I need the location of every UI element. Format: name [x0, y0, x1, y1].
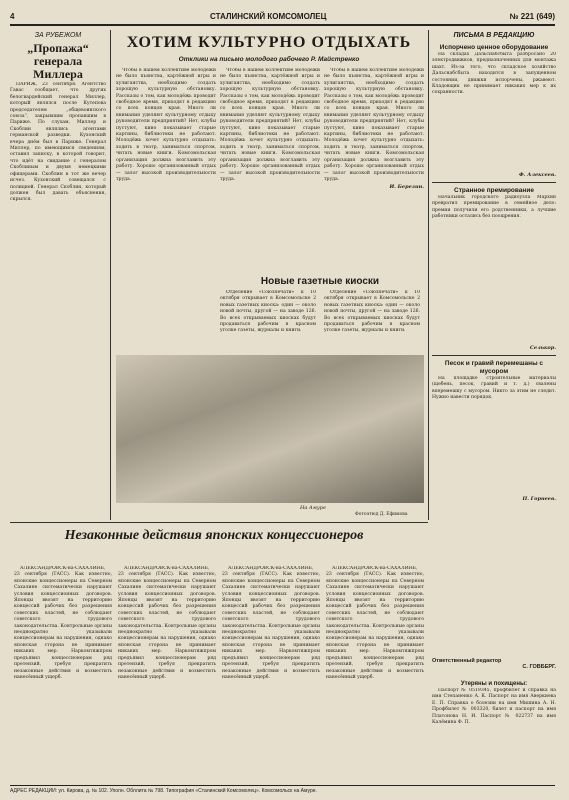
- letter-2-text: Начальник городского радиоузла Мархин превратил премирование в семейное дело: премии получили его родственники, а лучшие работники остались без поощрения.: [432, 195, 556, 220]
- column-rule: [110, 30, 111, 520]
- letter-3-text: На площадке строительные материалы (щебень, песок, гравий и т. д.) свалены вперемешку с мусором. Никто за этим не следит. Нужно навести порядок.: [432, 376, 556, 401]
- page-header: [10, 10, 555, 26]
- masthead: СТАЛИНСКИЙ КОМСОМОЛЕЦ: [210, 12, 327, 21]
- abroad-body: [10, 82, 106, 507]
- lost-docs: [432, 680, 556, 778]
- page-number: 4: [10, 12, 15, 21]
- editor-name: С. ГОВБЕРГ.: [522, 664, 556, 670]
- photo-credit: Фотоэтюд Д. Ефимова: [355, 512, 408, 517]
- abroad-text: ПАРИЖ, 23 сентября. Агентство Гавас сообщает, что других белогвардейский генерал Миллер, который являлся после Кутепова председателем „общевоинского союза“, закрывшим пропавшим в Париже. По слухам, Миллер и Скоблин являлись агентами германской разведки. Кухонский вчера днём был в Париже. Генерал Миллер, по имеющимся сведениям, оставил записку, в которой говорит, что идёт на свидание с генералом Скоблиным и двумя немецкими офицерами. Скоблин в тот же вечер исчез. Кухонский совещался с полицией. Генерал Скоблин, который должен был давать объяснения, скрылся.: [10, 82, 106, 203]
- main-col-3: [324, 68, 424, 268]
- main-text-1: Чтобы в нашем коллективе молодёжи не было пьянства, картёжной игры и хулиганства, необходимо создать хорошую культурную обстановку. Рассказы о том, как молодёжь проводит свободное время, приходят в редакцию со всех концов края. Много ли внимания уделяют культурному отдыху руководители предприятий? Нет, клубы пустуют, кино показывает старые картины, библиотеки не работают. Молодёжь хочет культурно отдыхать: ходить в театр, заниматься спортом, читать новые книги. Комсомольская организация должна возглавить эту работу. Хорошо организованный отдых — залог высокой производительности труда.: [116, 68, 216, 182]
- letter-3-body: [432, 376, 556, 496]
- letter-1-body: [432, 52, 556, 172]
- letter-1-title: Испорчено ценное оборудование: [439, 44, 549, 51]
- photo-caption: На Амуре: [300, 505, 326, 511]
- japan-text-4: АЛЕКСАНДРОВСК-на-САХАЛИНЕ, 23 сентября (ТАСС). Как известно, японские концессионеры на Северном Сахалине систематически нарушают условия концессионных договоров. Японцы ввозят на территорию концессий рабочих без разрешения советских властей, не соблюдают советского трудового законодательства. Контрольные органы неоднократно указывали концессионерам на нарушения, однако японская сторона не принимает никаких мер. Наркомтяжпром предъявил концессионерам ряд претензий, требуя прекратить незаконные действия и возместить нанесённый ущерб.: [326, 566, 424, 680]
- kiosks-title: Новые газетные киоски: [260, 276, 380, 287]
- footer-address: АДРЕС РЕДАКЦИИ: ул. Кирова, д. № 102. Уполн. Обллита № 798. Типография «Сталинский Комсомолец». Комсомольск на Амуре.: [10, 785, 555, 794]
- japan-col-2: [118, 566, 216, 780]
- kiosks-text-2: Отделение «Союзпечати» к 10 октября открывает в Комсомольске 2 новых газетных киоска: один — около новой почты, другой — на заводе 126. Во всех открываемых киосках будут продаваться рабочим в красном уголке газеты, журналы и книги.: [324, 290, 420, 334]
- main-text-3: Чтобы в нашем коллективе молодёжи не было пьянства, картёжной игры и хулиганства, необходимо создать хорошую культурную обстановку. Рассказы о том, как молодёжь проводит свободное время, приходят в редакцию со всех концов края. Много ли внимания уделяют культурному отдыху руководители предприятий? Нет, клубы пустуют, кино показывает старые картины, библиотеки не работают. Молодёжь хочет культурно отдыхать: ходить в театр, заниматься спортом, читать новые книги. Комсомольская организация должна возглавить эту работу. Хорошо организованный отдых — залог высокой производительности труда.: [324, 68, 424, 182]
- column-rule: [428, 30, 429, 520]
- editor-block: [432, 658, 556, 670]
- main-subtitle: Отклики на письмо молодого рабочего Р. Майстренко: [178, 56, 360, 63]
- kiosks-col-2: [324, 290, 420, 350]
- japan-text-1: АЛЕКСАНДРОВСК-на-САХАЛИНЕ, 23 сентября (ТАСС). Как известно, японские концессионеры на Северном Сахалине систематически нарушают условия концессионных договоров. Японцы ввозят на территорию концессий рабочих без разрешения советских властей, не соблюдают советского трудового законодательства. Контрольные органы неоднократно указывали концессионерам на нарушения, однако японская сторона не принимает никаких мер. Наркомтяжпром предъявил концессионерам ряд претензий, требуя прекратить незаконные действия и возместить нанесённый ущерб.: [14, 566, 112, 680]
- letter-2-signature: Селькор.: [529, 345, 556, 351]
- japan-text-3: АЛЕКСАНДРОВСК-на-САХАЛИНЕ, 23 сентября (ТАСС). Как известно, японские концессионеры на Северном Сахалине систематически нарушают условия концессионных договоров. Японцы ввозят на территорию концессий рабочих без разрешения советских властей, не соблюдают советского трудового законодательства. Контрольные органы неоднократно указывали концессионерам на нарушения, однако японская сторона не принимает никаких мер. Наркомтяжпром предъявил концессионерам ряд претензий, требуя прекратить незаконные действия и возместить нанесённый ущерб.: [222, 566, 320, 680]
- letter-1-text: На складах Дальснабсбыта разбросано 20 электродвижков, предназначенных для монтажа шахт. Из-за того, что складское хозяйство Дальснабсбыта находится в запущенном состоянии, движки испорчены, ржавеют. Кладовщик не принимает никаких мер к их сохранности.: [432, 52, 556, 96]
- kiosks-col-1: [220, 290, 316, 350]
- letter-2-body: [432, 195, 556, 345]
- main-signature: И. Березин.: [389, 184, 424, 191]
- letter-2-title: Странное премирование: [454, 187, 534, 194]
- japan-title: Незаконные действия японских концессионеров: [64, 528, 364, 543]
- lost-docs-title: Утеряны и похищены:: [460, 681, 528, 687]
- issue-number: № 221 (649): [509, 12, 555, 21]
- letter-divider: [432, 182, 556, 183]
- japan-col-1: [14, 566, 112, 780]
- main-col-2: [220, 68, 320, 268]
- japan-col-3: [222, 566, 320, 780]
- section-rule: [10, 522, 428, 523]
- kiosks-text-1: Отделение «Союзпечати» к 10 октября открывает в Комсомольске 2 новых газетных киоска: один — около новой почты, другой — на заводе 126. Во всех открываемых киосках будут продаваться рабочим в красном уголке газеты, журналы и книги.: [220, 290, 316, 334]
- abroad-section: [10, 32, 106, 85]
- letter-divider: [432, 355, 556, 356]
- editor-label: Ответственный редактор: [432, 658, 502, 664]
- lost-docs-text: Паспорт № 0519345, профбилет и справка на имя Степаненко А. К. Паспорт на имя Аверкиева Е. П. Справка о болезни на имя Мишина А. Н. Профбилет № 003320, билет и паспорт на имя Платонова Н. И. Паспорт № 022737 на имя Калёмина Ф. П.: [432, 688, 556, 726]
- main-title: ХОТИМ КУЛЬТУРНО ОТДЫХАТЬ: [126, 34, 412, 51]
- abroad-title: „Пропажа“ генерала Миллера: [27, 41, 89, 81]
- lost-docs-body: [432, 688, 556, 778]
- amur-photo: [116, 355, 424, 503]
- letter-1-signature: Ф. Алексеев.: [519, 172, 556, 178]
- letter-3-title: Песок и гравий перемешаны с мусором: [444, 360, 544, 375]
- letter-3-signature: П. Горнеев.: [522, 496, 556, 502]
- letters-section: [432, 44, 556, 502]
- japan-text-2: АЛЕКСАНДРОВСК-на-САХАЛИНЕ, 23 сентября (ТАСС). Как известно, японские концессионеры на Северном Сахалине систематически нарушают условия концессионных договоров. Японцы ввозят на территорию концессий рабочих без разрешения советских властей, не соблюдают советского трудового законодательства. Контрольные органы неоднократно указывали концессионерам на нарушения, однако японская сторона не принимает никаких мер. Наркомтяжпром предъявил концессионерам ряд претензий, требуя прекратить незаконные действия и возместить нанесённый ущерб.: [118, 566, 216, 680]
- japan-col-4: [326, 566, 424, 780]
- main-text-2: Чтобы в нашем коллективе молодёжи не было пьянства, картёжной игры и хулиганства, необходимо создать хорошую культурную обстановку. Рассказы о том, как молодёжь проводит свободное время, приходят в редакцию со всех концов края. Много ли внимания уделяют культурному отдыху руководители предприятий? Нет, клубы пустуют, кино показывает старые картины, библиотеки не работают. Молодёжь хочет культурно отдыхать: ходить в театр, заниматься спортом, читать новые книги. Комсомольская организация должна возглавить эту работу. Хорошо организованный отдых — залог высокой производительности труда.: [220, 68, 320, 182]
- main-col-1: [116, 68, 216, 268]
- abroad-kicker: ЗА РУБЕЖОМ: [34, 32, 82, 39]
- letters-kicker: ПИСЬМА В РЕДАКЦИЮ: [453, 32, 535, 39]
